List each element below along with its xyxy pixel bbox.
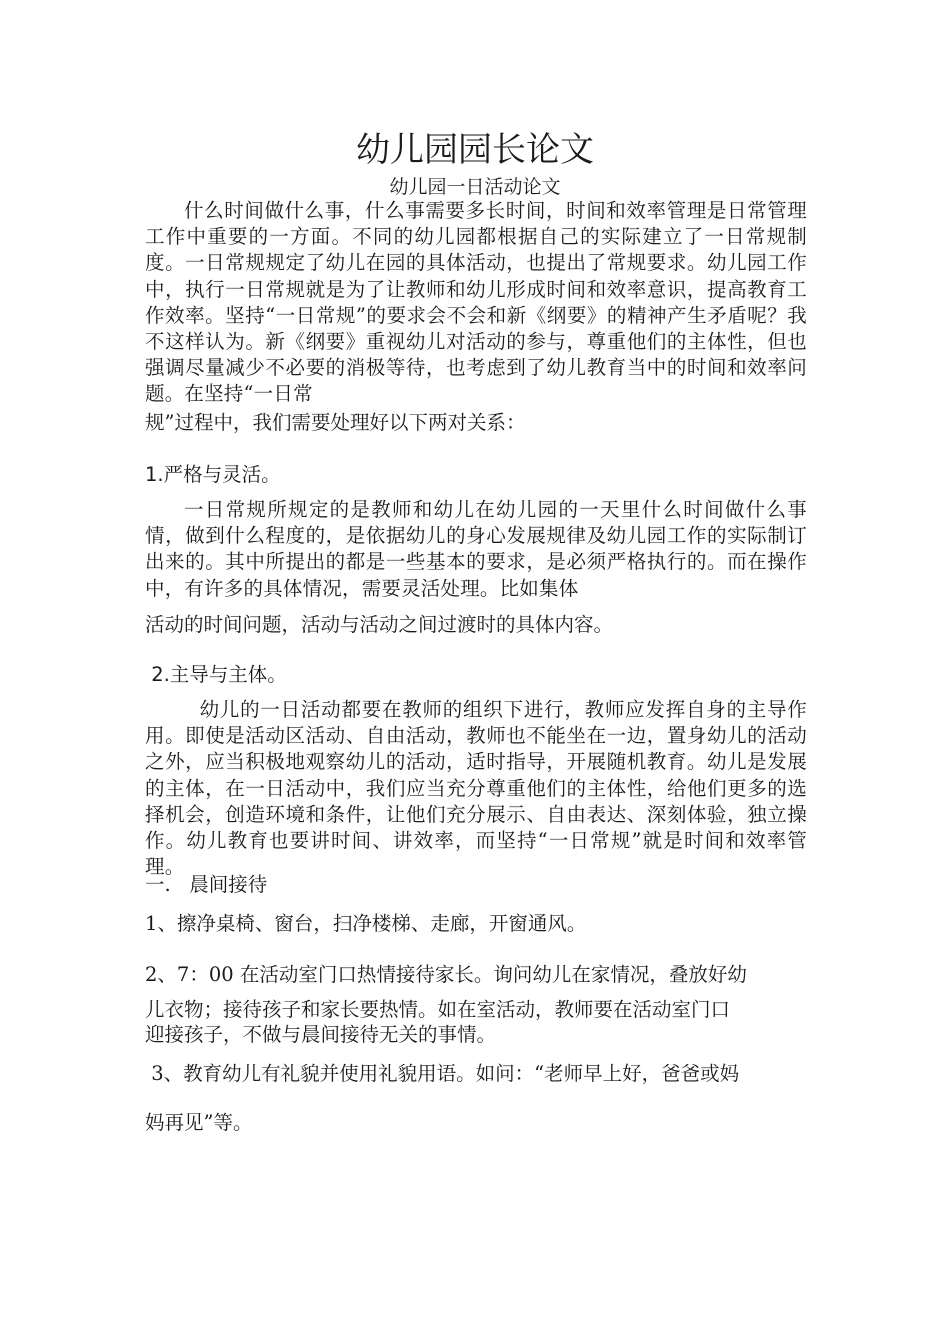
section-1-paragraph-tail: 活动的时间问题，活动与活动之间过渡时的具体内容。 bbox=[145, 613, 614, 636]
section-1-paragraph: 一日常规所规定的是教师和幼儿在幼儿园的一天里什么时间做什么事情，做到什么程度的，是依据幼儿的身心发展规律及幼儿园工作的实际制订出来的。其中所提出的都是一些基本的要求，是必须严格执行的。而在操作中，有许多的具体情况，需要灵活处理。比如集体 bbox=[145, 498, 807, 600]
list-item-2-line-2: 儿衣物；接待孩子和家长要热情。如在室活动，教师要在活动室门口 bbox=[145, 998, 731, 1021]
section-1-heading: 1.严格与灵活。 bbox=[145, 463, 281, 486]
list-item-2-line-3: 迎接孩子，不做与晨间接待无关的事情。 bbox=[145, 1023, 497, 1046]
part-1-heading: 一. 晨间接待 bbox=[145, 873, 268, 896]
section-2-heading: 2.主导与主体。 bbox=[145, 663, 287, 686]
section-2-paragraph: 幼儿的一日活动都要在教师的组织下进行，教师应发挥自身的主导作用。即使是活动区活动、自由活动，教师也不能坐在一边，置身幼儿的活动之外，应当积极地观察幼儿的活动，适时指导，开展随机教育。幼儿是发展的主体，在一日活动中，我们应当充分尊重他们的主体性，给他们更多的选择机会，创造环境和条件，让他们充分展示、自由表达、深刻体验，独立操作。幼儿教育也要讲时间、讲效率，而坚持“一日常规”就是时间和效率管理。 bbox=[145, 698, 807, 879]
intro-paragraph: 什么时间做什么事，什么事需要多长时间，时间和效率管理是日常管理工作中重要的一方面。不同的幼儿园都根据自己的实际建立了一日常规制度。一日常规规定了幼儿在园的具体活动，也提出了常规要求。幼儿园工作中，执行一日常规就是为了让教师和幼儿形成时间和效率意识，提高教育工作效率。坚持“一日常规”的要求会不会和新《纲要》的精神产生矛盾呢？我不这样认为。新《纲要》重视幼儿对活动的参与，尊重他们的主体性，但也强调尽量减少不必要的消极等待，也考虑到了幼儿教育当中的时间和效率问题。在坚持“一日常 bbox=[145, 199, 807, 406]
intro-paragraph-tail: 规”过程中，我们需要处理好以下两对关系： bbox=[145, 411, 526, 434]
list-item-2-line-1: 2、7：00 在活动室门口热情接待家长。询问幼儿在家情况，叠放好幼 bbox=[145, 963, 747, 986]
list-item-3-line-2: 妈再见”等。 bbox=[145, 1111, 253, 1134]
list-item-1: 1、擦净桌椅、窗台，扫净楼梯、走廊，开窗通风。 bbox=[145, 912, 587, 935]
list-item-3-line-1: 3、教育幼儿有礼貌并使用礼貌用语。如问：“老师早上好，爸爸或妈 bbox=[145, 1062, 740, 1085]
document-title: 幼儿园园长论文 bbox=[356, 130, 594, 170]
document-subtitle: 幼儿园一日活动论文 bbox=[389, 176, 561, 198]
